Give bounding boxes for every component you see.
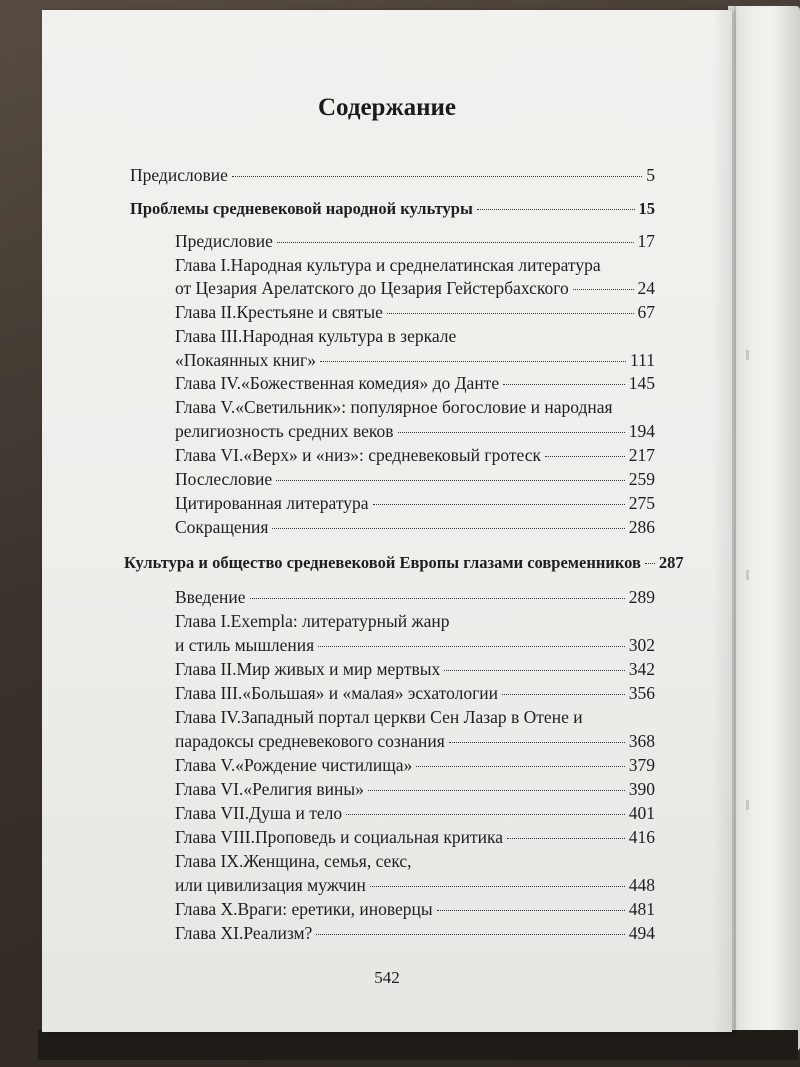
toc-entry-title: религиозность средних веков xyxy=(175,421,394,441)
toc-entry-title: Введение xyxy=(175,587,246,607)
toc-entry-title: Глава III.«Большая» и «малая» эсхатологии xyxy=(175,683,499,703)
toc-entry-title: и стиль мышления xyxy=(175,635,315,655)
toc-entry[interactable] xyxy=(175,634,655,656)
dot-leader xyxy=(573,289,634,290)
dot-leader xyxy=(477,209,635,210)
toc-entry-page: 194 xyxy=(628,421,655,441)
toc-entry[interactable] xyxy=(175,682,655,704)
dot-leader xyxy=(316,934,624,935)
dot-leader xyxy=(318,646,625,647)
dot-leader xyxy=(444,670,625,671)
toc-entry-title: Культура и общество средневековой Европы глазами современников xyxy=(124,553,641,572)
dot-leader xyxy=(503,384,625,385)
toc-entry-page: 287 xyxy=(658,553,684,572)
toc-part-entry[interactable] xyxy=(124,552,684,574)
toc-entry[interactable] xyxy=(175,516,655,538)
toc-entry-title: Глава VI.«Религия вины» xyxy=(175,779,364,799)
toc-entry-title: Цитированная литература xyxy=(175,493,369,513)
toc-entry-page: 24 xyxy=(637,278,655,298)
dot-leader xyxy=(645,563,655,564)
toc-entry-page: 416 xyxy=(628,827,655,847)
binding-thread xyxy=(746,800,749,810)
toc-entry-page: 15 xyxy=(638,199,655,218)
toc-entry-page: 494 xyxy=(628,923,655,943)
toc-entry-first-line: Глава V.«Светильник»: популярное богословие и народная xyxy=(175,397,613,417)
toc-entry-title: Глава II.Мир живых и мир мертвых xyxy=(175,659,441,679)
toc-entry[interactable] xyxy=(175,658,655,680)
book-page-edges xyxy=(728,6,800,1051)
toc-entry-first-line: Глава III.Народная культура в зеркале xyxy=(175,326,457,346)
toc-entry[interactable] xyxy=(175,802,655,824)
toc-entry-title: от Цезария Арелатского до Цезария Гейстербахского xyxy=(175,278,569,298)
toc-entry-page: 302 xyxy=(628,635,655,655)
toc-entry[interactable] xyxy=(175,468,655,490)
binding-thread xyxy=(746,350,749,360)
toc-entry-title: Глава XI.Реализм? xyxy=(175,923,313,943)
dot-leader xyxy=(387,313,634,314)
toc-entry-title: Глава VI.«Верх» и «низ»: средневековый гротеск xyxy=(175,445,541,465)
toc-entry-page: 448 xyxy=(628,875,655,895)
toc-entry[interactable] xyxy=(175,754,655,776)
toc-entry-title: парадоксы средневекового сознания xyxy=(175,731,445,751)
toc-entry-page: 145 xyxy=(628,373,655,393)
toc-entry-title: Проблемы средневековой народной культуры xyxy=(130,199,473,218)
dot-leader xyxy=(232,176,642,177)
toc-entry[interactable] xyxy=(175,444,655,466)
toc-entry[interactable] xyxy=(175,301,655,323)
toc-entry[interactable] xyxy=(175,730,655,752)
toc-entry[interactable] xyxy=(130,164,655,186)
toc-entry[interactable] xyxy=(175,922,655,944)
dot-leader xyxy=(272,528,624,529)
toc-entry[interactable] xyxy=(175,420,655,442)
book-cover-bottom xyxy=(38,1030,798,1060)
dot-leader xyxy=(320,361,626,362)
toc-entry-page: 342 xyxy=(628,659,655,679)
dot-leader xyxy=(502,694,625,695)
toc-entry-title: Глава II.Крестьяне и святые xyxy=(175,302,383,322)
dot-leader xyxy=(277,242,634,243)
toc-entry-title: Сокращения xyxy=(175,517,269,537)
toc-entry-page: 67 xyxy=(637,302,655,322)
toc-entry-title: Глава V.«Рождение чистилища» xyxy=(175,755,413,775)
toc-entry-page: 217 xyxy=(628,445,655,465)
toc-entry-page: 481 xyxy=(628,899,655,919)
toc-entry-title: «Покаянных книг» xyxy=(175,350,316,370)
toc-entry[interactable] xyxy=(175,349,655,371)
toc-entry[interactable] xyxy=(175,874,655,896)
toc-entry-page: 390 xyxy=(628,779,655,799)
dot-leader xyxy=(545,456,625,457)
toc-entry-page: 275 xyxy=(628,493,655,513)
toc-entry-page: 379 xyxy=(628,755,655,775)
toc-entry[interactable] xyxy=(175,230,655,252)
table-of-contents xyxy=(42,10,732,1010)
toc-entry-title: Послесловие xyxy=(175,469,273,489)
toc-entry-page: 259 xyxy=(628,469,655,489)
dot-leader xyxy=(346,814,625,815)
toc-entry-title: Глава IV.«Божественная комедия» до Данте xyxy=(175,373,500,393)
toc-entry[interactable] xyxy=(175,586,655,608)
toc-entry-first-line: Глава IV.Западный портал церкви Сен Лазар в Отене и xyxy=(175,707,583,727)
toc-entry-first-line: Глава IX.Женщина, семья, секс, xyxy=(175,851,412,871)
toc-entry[interactable] xyxy=(175,372,655,394)
toc-entry[interactable] xyxy=(175,898,655,920)
toc-entry[interactable] xyxy=(175,277,655,299)
toc-entry[interactable] xyxy=(175,778,655,800)
dot-leader xyxy=(507,838,625,839)
toc-entry-page: 286 xyxy=(628,517,655,537)
dot-leader xyxy=(373,504,625,505)
toc-entry[interactable] xyxy=(175,492,655,514)
toc-part-entry[interactable] xyxy=(130,198,655,220)
dot-leader xyxy=(368,790,625,791)
toc-entry-title: Глава X.Враги: еретики, иноверцы xyxy=(175,899,433,919)
toc-entry-first-line: Глава I.Народная культура и среднелатинская литература xyxy=(175,255,601,275)
dot-leader xyxy=(370,886,625,887)
dot-leader xyxy=(250,598,625,599)
toc-entry-title: Предисловие xyxy=(175,231,273,251)
toc-entry-page: 401 xyxy=(628,803,655,823)
binding-thread xyxy=(746,570,749,580)
book-page xyxy=(42,10,732,1032)
toc-entry-page: 5 xyxy=(646,165,655,185)
dot-leader xyxy=(437,910,625,911)
page-title: Содержание xyxy=(317,94,456,121)
toc-entry-page: 111 xyxy=(630,350,655,370)
toc-entry-page: 289 xyxy=(628,587,655,607)
page-number: 542 xyxy=(374,968,400,987)
toc-entry[interactable] xyxy=(175,826,655,848)
toc-entry-title: или цивилизация мужчин xyxy=(175,875,366,895)
toc-entry-title: Глава VIII.Проповедь и социальная критика xyxy=(175,827,503,847)
dot-leader xyxy=(276,480,625,481)
toc-entry-page: 368 xyxy=(628,731,655,751)
dot-leader xyxy=(398,432,625,433)
dot-leader xyxy=(449,742,625,743)
toc-entry-first-line: Глава I.Exempla: литературный жанр xyxy=(175,611,450,631)
dot-leader xyxy=(416,766,624,767)
toc-entry-title: Предисловие xyxy=(130,165,228,185)
toc-entry-page: 356 xyxy=(628,683,655,703)
toc-entry-page: 17 xyxy=(637,231,655,251)
toc-entry-title: Глава VII.Душа и тело xyxy=(175,803,343,823)
